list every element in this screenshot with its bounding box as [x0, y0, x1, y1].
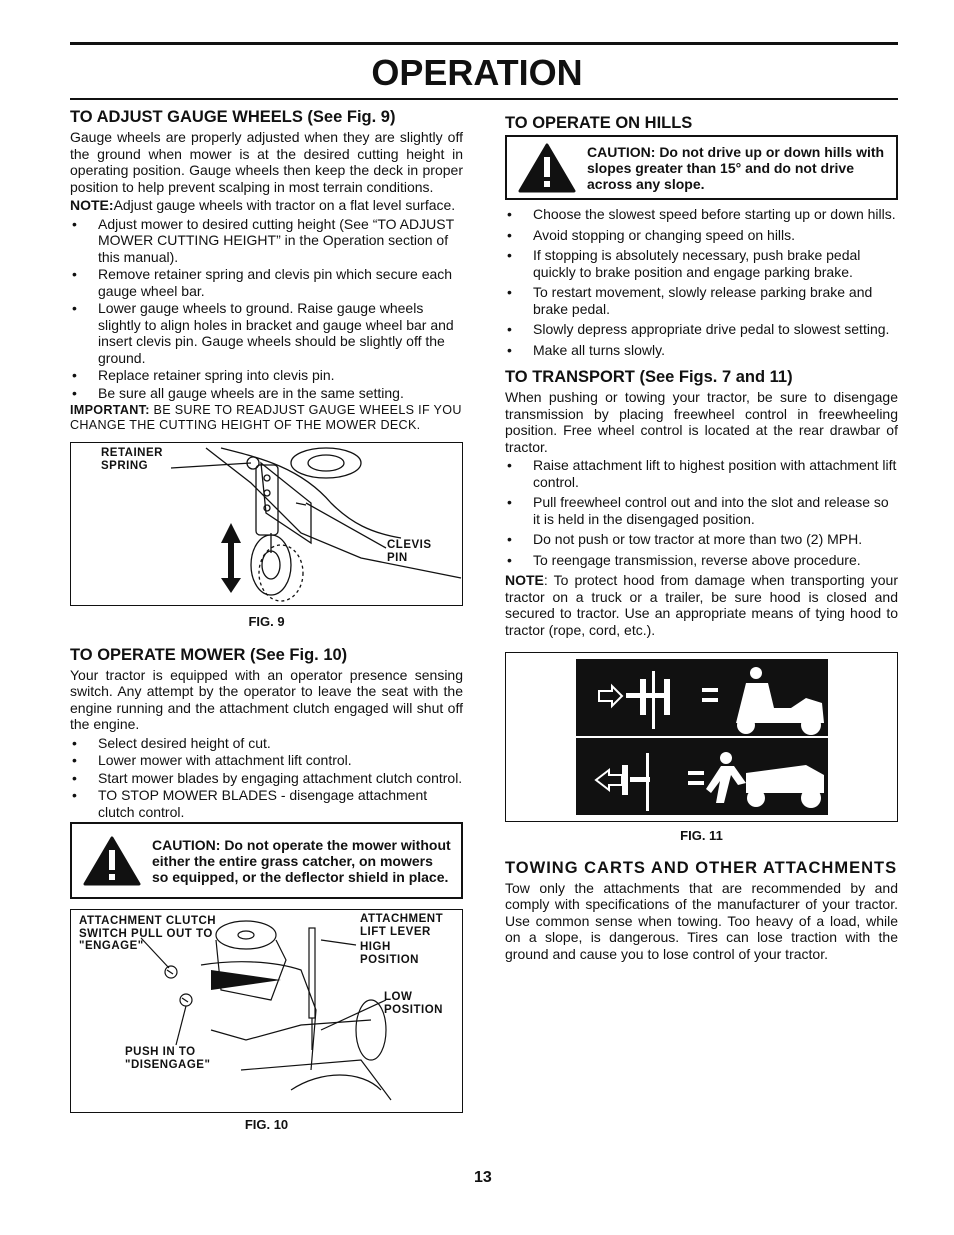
towing-text: Tow only the attachments that are recommended by and comply with specifications of the manufacturer of your tractor. Use common sense when towing. Too heavy of a load, while on a slope, is dangerous. Tires can lose traction with the ground and cause you to lose control of your tractor. [505, 879, 898, 962]
list-item: • Lower mower with attachment lift control. [70, 752, 463, 769]
transport-intro: When pushing or towing your tractor, be sure to disengage transmission by placing freewheel control in freewheeling position. Free wheel control is located at the rear drawbar of tractor. [505, 389, 898, 455]
hills-steps [505, 206, 898, 358]
left-column [70, 108, 463, 1134]
list-item: • Replace retainer spring into clevis pin. [70, 367, 463, 384]
hills-caution-text: CAUTION: Do not drive up or down hills with slopes greater than 15° and do not drive across any slope. [587, 143, 885, 192]
mower-caution-box [70, 822, 463, 899]
fig9-caption: FIG. 9 [248, 614, 285, 629]
list-item: • TO STOP MOWER BLADES - disengage attachment clutch control. [70, 787, 463, 820]
label-attachment-lift-lever: ATTACHMENT LIFT LEVER [360, 913, 444, 938]
gauge-note-text: Adjust gauge wheels with tractor on a flat level surface. [113, 197, 456, 213]
label-low-position: LOW POSITION [384, 991, 443, 1016]
gauge-note [70, 197, 463, 214]
gauge-steps [70, 216, 463, 402]
fig10-caption: FIG. 10 [244, 1117, 289, 1132]
list-item: • Pull freewheel control out and into the slot and release so it is held in the disengaged position. [505, 494, 898, 527]
list-item: • Raise attachment lift to highest position with attachment lift control. [505, 457, 898, 490]
hills-caution-box [505, 135, 898, 200]
list-item: • Remove retainer spring and clevis pin which secure each gauge wheel bar. [70, 266, 463, 299]
list-item: • Lower gauge wheels to ground. Raise gauge wheels slightly to align holes in bracket and gauge wheel bar and insert clevis pin. Gauge wheels should be slightly off the ground. [70, 300, 463, 366]
list-item: • If stopping is absolutely necessary, push brake pedal quickly to brake position and engage parking brake. [505, 247, 898, 280]
fig11-illustration [505, 652, 898, 822]
fig11-caption: FIG. 11 [680, 828, 723, 843]
label-high-position: HIGH POSITION [360, 941, 419, 966]
transport-note-label: NOTE [505, 572, 544, 588]
transport-steps [505, 457, 898, 568]
mower-intro: Your tractor is equipped with an operator presence sensing switch. Any attempt by the operator to leave the seat with the engine running and the attachment clutch engaged will shut off the engine. [70, 666, 463, 732]
list-item: • Adjust mower to desired cutting height (See “TO ADJUST MOWER CUTTING HEIGHT” in the Operation section of this manual). [70, 216, 463, 266]
mower-caution-text: CAUTION: Do not operate the mower without either the entire grass catcher, on mowers so equipped, or the deflector shield in place. [152, 836, 451, 885]
fig10-illustration [70, 909, 463, 1113]
mower-heading: TO OPERATE MOWER (See Fig. 10) [70, 645, 348, 664]
label-retainer-spring: RETAINER SPRING [101, 447, 163, 472]
label-attachment-clutch: ATTACHMENT CLUTCH SWITCH PULL OUT TO "ENGAGE" [79, 915, 217, 952]
page-number: 13 [474, 1169, 492, 1186]
list-item: • To reengage transmission, reverse above procedure. [505, 552, 898, 569]
freewheel-decal [506, 653, 897, 821]
fig9-illustration [70, 442, 463, 606]
list-item: • Choose the slowest speed before starting up or down hills. [505, 206, 898, 223]
list-item: • Avoid stopping or changing speed on hills. [505, 227, 898, 244]
mower-steps [70, 735, 463, 821]
transport-heading: TO TRANSPORT (See Figs. 7 and 11) [505, 368, 793, 386]
hills-heading: TO OPERATE ON HILLS [505, 114, 693, 132]
right-column [505, 114, 898, 964]
top-rule [70, 42, 898, 45]
gauge-heading: TO ADJUST GAUGE WHEELS (See Fig. 9) [70, 108, 396, 126]
transport-note [505, 572, 898, 638]
list-item: • Select desired height of cut. [70, 735, 463, 752]
important-text: BE SURE TO READJUST GAUGE WHEELS IF YOU CHANGE THE CUTTING HEIGHT OF THE MOWER DECK. [70, 403, 462, 432]
transport-note-text: : To protect hood from damage when transporting your tractor on a truck or a trailer, be sure hood is closed and secured to tractor. Use an appropriate means of tying hood to tractor (rope, cord, etc.). [505, 572, 898, 638]
page-title: OPERATION [371, 52, 583, 93]
list-item: • Slowly depress appropriate drive pedal to slowest setting. [505, 321, 898, 338]
gauge-intro: Gauge wheels are properly adjusted when they are slightly off the ground when mower is at the desired cutting height in operating position. Gauge wheels then keep the deck in proper position to help prevent scalping in most terrain conditions. [70, 129, 463, 195]
list-item: • Do not push or tow tractor at more than two (2) MPH. [505, 531, 898, 548]
list-item: • Start mower blades by engaging attachment clutch control. [70, 770, 463, 787]
important-label: IMPORTANT: [70, 403, 150, 417]
warning-icon [507, 143, 587, 193]
warning-icon [72, 836, 152, 886]
title-rule [70, 98, 898, 100]
label-clevis-pin: CLEVIS PIN [387, 539, 432, 564]
gauge-important [70, 403, 463, 432]
towing-heading: TOWING CARTS AND OTHER ATTACHMENTS [505, 858, 898, 877]
gauge-note-label: NOTE: [70, 197, 114, 213]
list-item: • To restart movement, slowly release parking brake and brake pedal. [505, 284, 898, 317]
list-item: • Be sure all gauge wheels are in the same setting. [70, 385, 463, 402]
label-push-in: PUSH IN TO "DISENGAGE" [125, 1046, 211, 1071]
list-item: • Make all turns slowly. [505, 342, 898, 359]
